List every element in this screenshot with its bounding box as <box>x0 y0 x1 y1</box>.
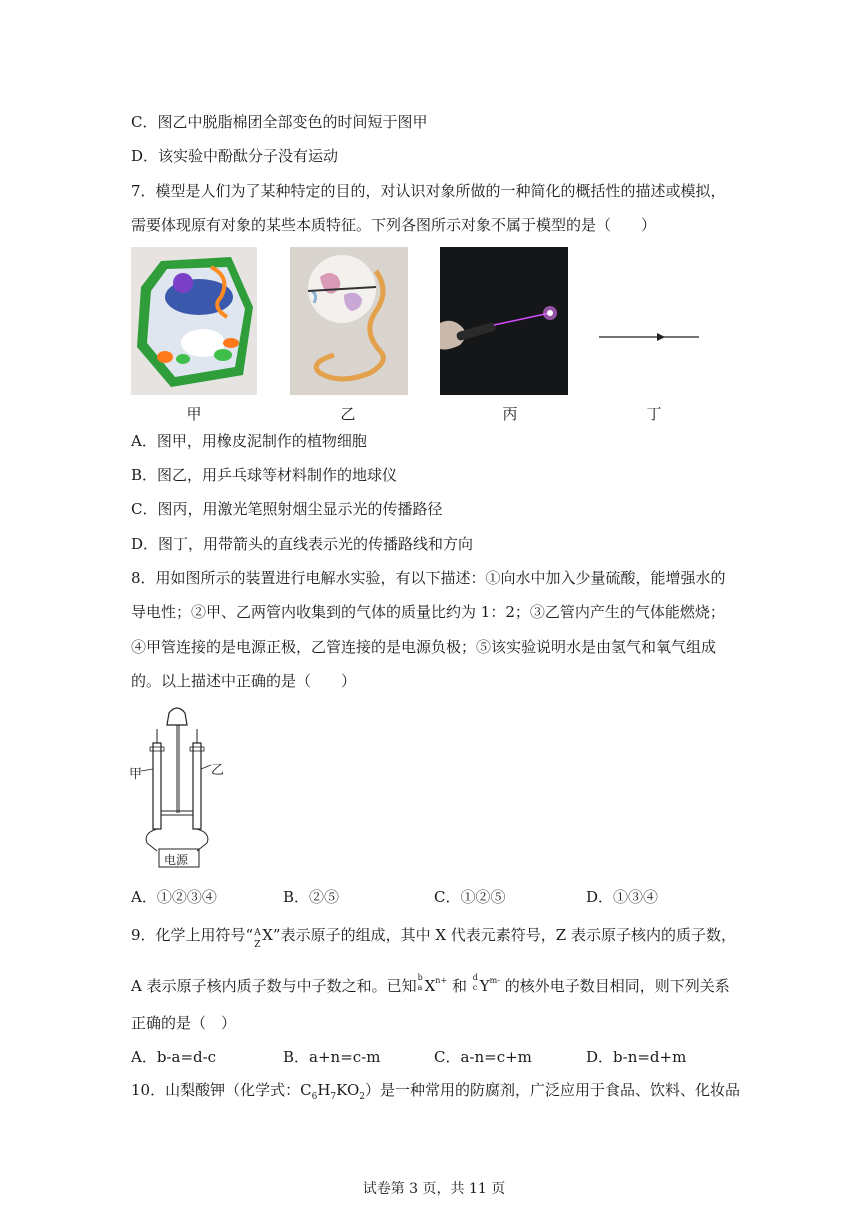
q7-option-b: B．图乙，用乒乓球等材料制作的地球仪 <box>131 466 398 484</box>
page-footer: 试卷第 3 页，共 11 页 <box>362 1181 506 1197</box>
q8-option-b: B．②⑤ <box>283 888 340 906</box>
q9-options <box>131 1046 731 1066</box>
q9-option-c: C．a-n=c+m <box>434 1048 532 1066</box>
ion-x: X <box>424 977 436 995</box>
power-source-label: 电源 <box>164 853 189 867</box>
electrolysis-apparatus-diagram <box>131 703 231 873</box>
q7-figures <box>131 247 731 423</box>
figure-label-yi: 乙 <box>340 405 356 423</box>
q8-stem-line-3: ④甲管连接的是电源正极，乙管连接的是电源负极；⑤该实验说明水是由氢气和氧气组成 <box>131 638 717 656</box>
globe-model-image <box>290 247 408 399</box>
q9-option-d: D．b-n=d+m <box>586 1048 687 1066</box>
q9-stem-line-2: A 表示原子核内质子数与中子数之和。已知 b a $X^{n+}$ 和 d c $Y^{m-}$ 的核外电子数目相同，则下列关系 <box>131 973 730 995</box>
q8-options <box>131 886 731 906</box>
tube-label-jia: 甲 <box>129 767 143 782</box>
ion-y: Y <box>479 977 490 995</box>
plant-cell-model-image <box>131 247 257 399</box>
q8-stem-line-4: 的。以上描述中正确的是（ ） <box>131 672 357 690</box>
q8-stem-line-1: 8．用如图所示的装置进行电解水实验，有以下描述：①向水中加入少量硫酸，能增强水的 <box>131 569 726 587</box>
laser-pointer-image <box>440 247 568 399</box>
figure-label-jia: 甲 <box>186 405 202 423</box>
q8-option-a: A．①②③④ <box>131 888 217 906</box>
q7-option-d: D．图丁，用带箭头的直线表示光的传播路线和方向 <box>131 535 474 553</box>
q7-stem-line-2: 需要体现原有对象的某些本质特征。下列各图所示对象不属于模型的是（ ） <box>131 216 657 234</box>
q7-option-a: A．图甲，用橡皮泥制作的植物细胞 <box>131 432 367 450</box>
q7-option-c: C．图丙，用激光笔照射烟尘显示光的传播路径 <box>131 500 443 518</box>
q9-stem-line-1: 9．化学上用符号“ A Z X”表示原子的组成，其中 X 代表元素符号，Z 表示原子核内的质子数， <box>131 926 736 950</box>
q10-stem-line-1: 10．山梨酸钾（化学式：$C_6H_7KO_2$）是一种常用的防腐剂，广泛应用于食品、饮料、化妆品 <box>131 1081 740 1102</box>
figure-label-bing: 丙 <box>502 405 518 423</box>
q9-option-a: A．b-a=d-c <box>131 1048 217 1066</box>
q8-option-d: D．①③④ <box>586 888 659 906</box>
q9-option-b: B．a+n=c-m <box>283 1048 381 1066</box>
q7-stem-line-1: 7．模型是人们为了某种特定的目的，对认识对象所做的一种简化的概括性的描述或模拟， <box>131 182 726 200</box>
tube-label-yi: 乙 <box>211 763 225 778</box>
q9-stem-line-3: 正确的是（ ） <box>131 1014 237 1032</box>
q6-option-d: D．该实验中酚酞分子没有运动 <box>131 147 339 165</box>
figure-label-ding: 丁 <box>646 405 662 423</box>
q8-stem-line-2: 导电性；②甲、乙两管内收集到的气体的质量比约为 1：2；③乙管内产生的气体能燃烧； <box>131 603 725 621</box>
nuclide-notation: A Z <box>254 928 261 950</box>
q6-option-c: C．图乙中脱脂棉团全部变色的时间短于图甲 <box>131 113 428 131</box>
q8-option-c: C．①②⑤ <box>434 888 506 906</box>
arrow-line-image <box>599 247 703 399</box>
